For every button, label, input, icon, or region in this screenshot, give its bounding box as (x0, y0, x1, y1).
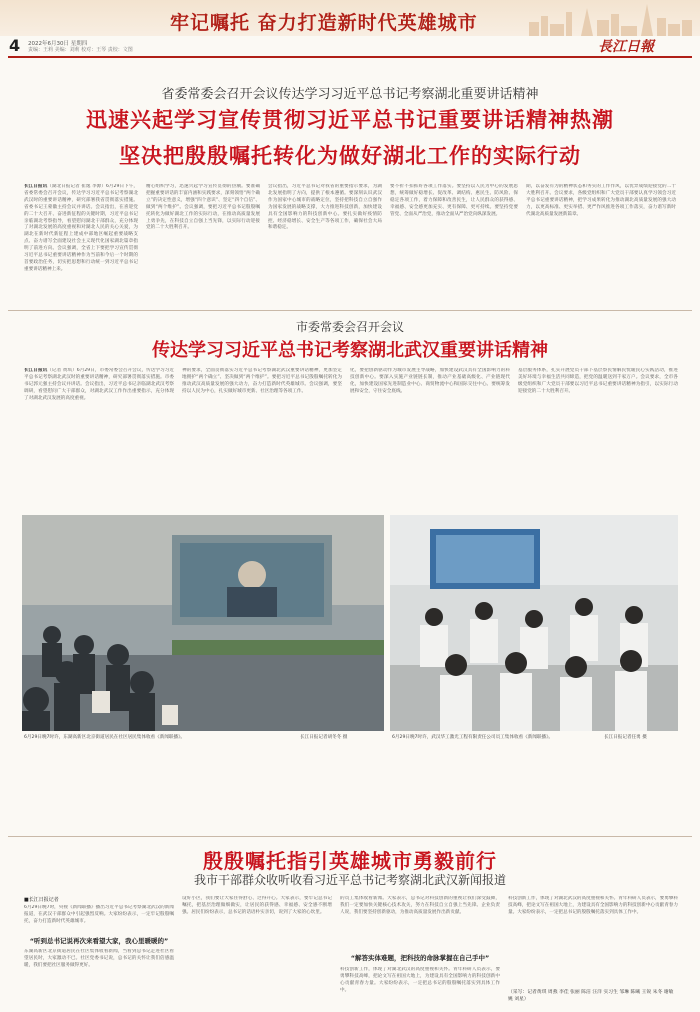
article2-headline: 传达学习习近平总书记考察湖北武汉重要讲话精神 (152, 340, 548, 361)
issue-date: 2022年6月30日 星期四 (28, 41, 88, 47)
photo-right-caption: 6月29日晚7时许，武汉华工激光工程有限责任公司员工集体收看《新闻联播》。 (392, 735, 553, 740)
editors-credit: 责编：王莉 美编：刘莉 校对：王琴 责校：文图 (28, 47, 133, 53)
photo-company-viewing (390, 515, 678, 731)
page-number: 4 (9, 36, 21, 55)
article1-column-2: 精心组织学习，迅速兴起学习宣传贯彻的热潮。要准确把握重要讲话的丰富内涵和实践要求，深刻领悟“两个确立”的决定性意义，增强“四个意识”、坚定“四个自信”、做到“两个维护”。会议强调，要把习近平总书记殷殷嘱托转化为做好湖北工作的实际行动，在推动高质量发展上勇争先，在科技自立自强上当先锋，以实际行动迎接党的二十大胜利召开。 (146, 184, 260, 231)
article2-lead: 长江日报讯 (24, 368, 48, 373)
article2-kicker: 市委常委会召开会议 (295, 320, 404, 334)
article2-column-2: 神的要求，全面贯彻落实习近平总书记考察湖北武汉重要讲话精神，更加坚定地拥护“两个确立”、坚决做到“两个维护”。要把习近平总书记殷殷嘱托转化为推动武汉高质量发展的强大动力，奋力打造新时代英雄城市。会议强调，要坚持以人民为中心，扎实做好城市更新、社区治理等各项工作。 (182, 368, 342, 394)
article3-col3-more: 科技创新工作，体现了对湖北武汉的高度重视和关怀。青年科研人员表示，要勇攀科技高峰，把论文写在祖国大地上，为建设具有全国影响力的科技创新中心贡献青春力量。大家纷纷表示，一定把总书记的殷殷嘱托落实到具体工作中。 (340, 967, 500, 993)
section-divider-1 (8, 310, 692, 311)
article3-col1-body: 东湖高新区北京街道居民在社区集体收看新闻，当看到总书记走进社区看望居民时，大家激动不已。社区党委书记说，总书记的关怀让我们倍感温暖，我们要把社区服务做得更好。 (24, 949, 174, 968)
article3-subhead: 我市干部群众收听收看习近平总书记考察湖北武汉新闻报道 (193, 873, 506, 887)
article1-column-4: 要不折不扣抓好各项工作落实。要坚持以人民为中心的发展思想，统筹做好稳增长、促改革、调结构、惠民生、防风险、保稳定各项工作，着力保障和改善民生，让人民群众的获得感、幸福感、安全感更加充实、更有保障、更可持续。要坚持党要管党、全面从严治党，推动全面从严治党向纵深发展。 (390, 184, 518, 217)
article1-column-3: 会议指出，习近平总书记对我省的重要指示要求，为湖北发展指明了方向，提供了根本遵循。要深刻认识武汉作为国家中心城市的战略定位，坚持把科技自立自强作为国家发展的战略支撑，大力推进科技创新，加快建设具有全国影响力的科技创新中心。要扎实做好疫情防控、经济稳增长、安全生产等各项工作，确保社会大局和谐稳定。 (268, 184, 382, 231)
article3-column-4: 科技创新工作，体现了对湖北武汉的高度重视和关怀。青年科研人员表示，要勇攀科技高峰，把论文写在祖国大地上，为建设具有全国影响力的科技创新中心贡献青春力量。大家纷纷表示，一定把总书记的殷殷嘱托落实到具体工作中。 (508, 896, 678, 915)
article3-byline: ■长江日报记者 (24, 897, 59, 903)
city-skyline-icon (525, 2, 695, 36)
article2-column-4: 基层服务体系，扎实开展党员干部下基层察民情解民忧暖民心实践活动，推进美好环境与幸福生活共同缔造，把党的温暖送到千家万户。会议要求，全市各级党组织和广大党员干部要以习近平总书记重要讲话精神为指引，以实际行动迎接党的二十大胜利召开。 (518, 368, 678, 394)
article1-headline-2: 坚决把殷殷嘱托转化为做好湖北工作的实际行动 (119, 143, 581, 168)
photo-right-credit: 长江日报记者任勇 摄 (604, 735, 647, 740)
article2-col1-text: （记者 黄琪）6月29日，市委常委会召开会议，传达学习习近平总书记考察湖北武汉时的重要讲话精神，研究部署贯彻落实措施。市委书记郭元强主持会议并讲话。会议指出，习近平总书记亲临湖北武汉考察调研，看望慰问广大干部群众，对湖北武汉工作作出重要指示，充分体现了对湖北武汉发展的高度重视。 (24, 368, 174, 401)
article2-column-3: 化，要把创新驱动作为城市发展主导战略，加快建设武汉具有全国影响力的科技创新中心。要深入实施产业链链长制，推动产业基础高级化、产业链现代化，加快建设国家先进制造业中心、商贸物流中心和国际交往中心。要统筹发展和安全，守住安全底线。 (350, 368, 510, 394)
article3-reporters: （采写：记者黄琪 周燕 李佳 张丽 陈洁 汪洋 实习生 邹琳 陈曦 王锐 朱冬 谢敏 姚 刘星） (508, 990, 674, 1002)
photo-left-caption: 6月29日晚7时许，东湖高新区北京街道居民在社区居民集体收看《新闻联播》。 (24, 735, 185, 740)
article3-intro: 6月29日晚7时，央视《新闻联播》播出习近平总书记考察湖北武汉的新闻报道，在武汉干部群众中引起强烈反响。大家纷纷表示，一定牢记殷殷嘱托，奋力打造新时代英雄城市。 (24, 905, 174, 924)
article1-lead: 长江日报讯 (24, 184, 48, 189)
article1-column-1 (24, 184, 138, 304)
article1-column-5: 期，以奋发有为的精神状态和务实的工作作风，以优异成绩迎接党的二十大胜利召开。会议要求，各级党组织和广大党员干部要认真学习领会习近平总书记重要讲话精神，把学习成果转化为推动湖北高质量发展的强大动力，以更高标准、更实举措、更严作风推进各项工作落实，奋力谱写新时代湖北高质量发展新篇章。 (526, 184, 676, 217)
article1-kicker: 省委常委会召开会议传达学习习近平总书记考察湖北重要讲话精神 (161, 87, 539, 102)
article3-subtitle-2: “解答实体难题，把科技的命脉掌握在自己手中” (350, 954, 490, 962)
article1-col1-text: （湖北日报记者 崔逸 李源）6月29日下午，省委常委会召开会议，传达学习习近平总书记考察湖北武汉时的重要讲话精神，研究部署我省贯彻落实措施。省委书记王蒙徽主持会议并讲话。会议指出，在喜迎党的二十大召开、奋进新征程的关键时期，习近平总书记亲临湖北考察指导，看望慰问湖北干部群众，充分体现了对湖北发展的高度重视和对湖北人民的关心关爱，为湖北在新时代新征程上建成中部地区崛起重要战略支点、奋力谱写全面建设社会主义现代化国家湖北篇章指明了前进方向。会议强调，全省上下要把学习宣传贯彻习近平总书记重要讲话精神作为当前和今后一个时期的首要政治任务，切实把思想和行动统一到习近平总书记重要讲话精神上来。 (24, 184, 138, 272)
article3-headline: 殷殷嘱托指引英雄城市勇毅前行 (203, 849, 497, 873)
photo-community-viewing (22, 515, 384, 731)
header-divider (8, 56, 692, 58)
article3-col3-text: 的员工集体收看新闻。大家表示，总书记对科技创新的重视让我们深受鼓舞，我们一定要加快关键核心技术攻关，努力在科技自立自强上当先锋。企业负责人说，我们要坚持创新驱动，为推动高质量发展作出新贡献。 (340, 896, 500, 915)
article3-column-1 (24, 896, 174, 1001)
photo-left-credit: 长江日报记者胡冬冬 摄 (300, 735, 348, 740)
newspaper-logo: 長江日報 (598, 39, 654, 55)
section-divider-2 (8, 836, 692, 837)
article3-subtitle-1: “听到总书记说再次来看望大家，我心里暖暖的” (29, 937, 169, 945)
page-slogan: 牢记嘱托 奋力打造新时代英雄城市 (170, 12, 478, 34)
article3-column-3 (340, 896, 500, 1001)
article2-column-1 (24, 368, 174, 508)
article3-column-2: 设好小区，我们要让大家住得舒心、过得开心。大家表示，要牢记总书记嘱托，把基层治理做细做实，让居民的获得感、幸福感、安全感不断增强。居民们纷纷表示，总书记的话语朴实亲切，说到了大家的心坎里。 (182, 896, 332, 915)
article1-headline-1: 迅速兴起学习宣传贯彻习近平总书记重要讲话精神热潮 (86, 107, 614, 132)
